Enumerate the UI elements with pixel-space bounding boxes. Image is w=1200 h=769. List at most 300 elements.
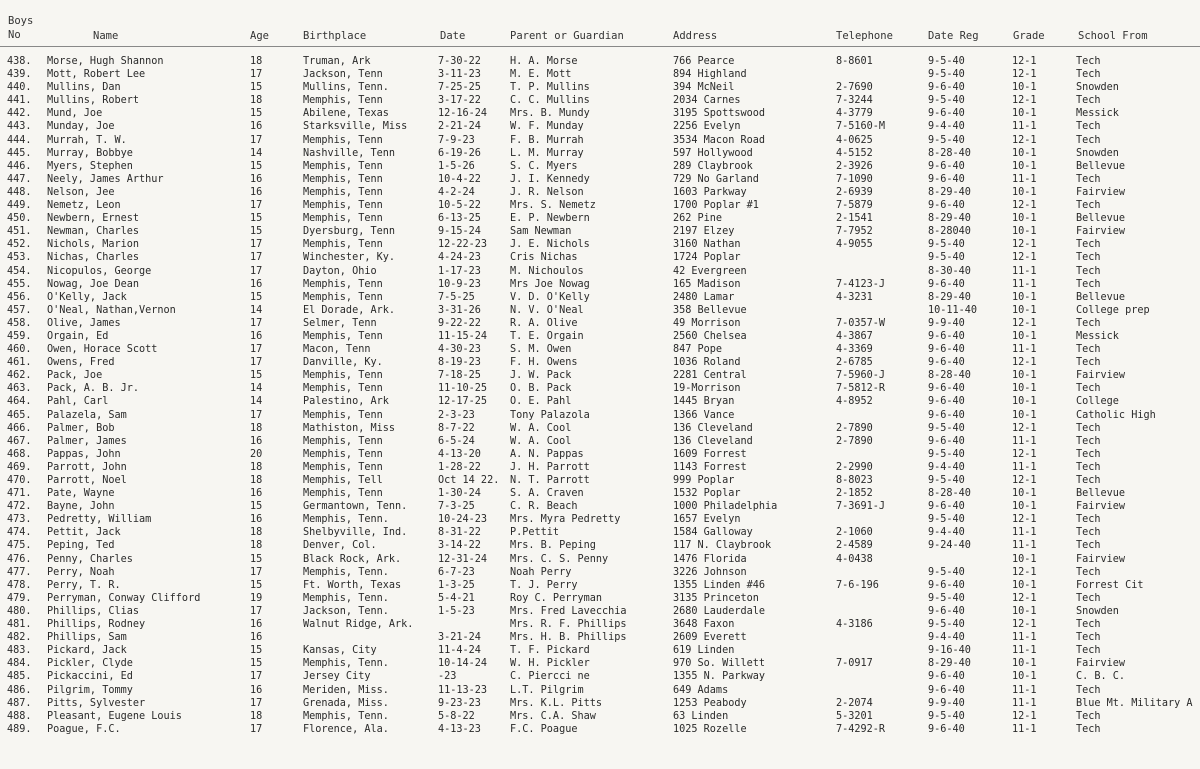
grade-cell: 12-1: [1012, 239, 1037, 251]
student-name-cell: Parrott, John: [47, 461, 127, 473]
age-cell: 15: [250, 160, 263, 172]
table-row: [0, 474, 1200, 487]
parent-guardian-cell: Tony Palazola: [510, 409, 590, 421]
age-cell: 17: [250, 566, 263, 578]
student-name-cell: Newman, Charles: [47, 226, 140, 238]
address-cell: 394 McNeil: [673, 82, 735, 94]
address-cell: 1584 Galloway: [673, 527, 753, 539]
grade-cell: 10-1: [1012, 370, 1037, 382]
parent-guardian-cell: W. A. Cool: [510, 435, 572, 447]
birth-date-cell: 1-5-23: [438, 605, 475, 617]
parent-guardian-cell: Mrs. Fred Lavecchia: [510, 605, 627, 617]
date-registered-cell: 9-9-40: [928, 317, 965, 329]
row-number-cell: 483.: [7, 645, 32, 657]
school-from-cell: Snowden: [1076, 605, 1119, 617]
student-name-cell: Pedretty, William: [47, 514, 152, 526]
date-registered-cell: 9-6-40: [928, 723, 965, 735]
table-row: [0, 382, 1200, 395]
grade-cell: 12-1: [1012, 514, 1037, 526]
grade-cell: 10-1: [1012, 147, 1037, 159]
school-from-cell: Tech: [1076, 684, 1101, 696]
school-from-cell: Tech: [1076, 448, 1101, 460]
grade-cell: 11-1: [1012, 173, 1037, 185]
birthplace-cell: Black Rock, Ark.: [303, 553, 402, 565]
parent-guardian-cell: O. E. Pahl: [510, 396, 572, 408]
grade-cell: 10-1: [1012, 553, 1037, 565]
table-row: [0, 657, 1200, 670]
row-number-cell: 464.: [7, 396, 32, 408]
school-from-cell: Tech: [1076, 383, 1101, 395]
table-row: [0, 710, 1200, 723]
row-number-cell: 442.: [7, 108, 32, 120]
address-cell: 1603 Parkway: [673, 186, 747, 198]
birth-date-cell: 1-28-22: [438, 461, 481, 473]
grade-cell: 12-1: [1012, 422, 1037, 434]
address-cell: 1143 Forrest: [673, 461, 747, 473]
address-cell: 136 Cleveland: [673, 435, 753, 447]
birth-date-cell: 1-3-25: [438, 579, 475, 591]
birthplace-cell: Memphis, Tenn.: [303, 514, 389, 526]
row-number-cell: 480.: [7, 605, 32, 617]
school-from-cell: Bellevue: [1076, 213, 1126, 225]
school-from-cell: Forrest Cit: [1076, 579, 1144, 591]
student-name-cell: Peping, Ted: [47, 540, 115, 552]
table-row: [0, 487, 1200, 500]
parent-guardian-cell: Cris Nichas: [510, 252, 578, 264]
parent-guardian-cell: Mrs. C. S. Penny: [510, 553, 609, 565]
date-registered-cell: 9-4-40: [928, 121, 965, 133]
school-from-cell: Fairview: [1076, 370, 1126, 382]
telephone-cell: 7-5160-M: [836, 121, 886, 133]
birth-date-cell: 5-4-21: [438, 592, 475, 604]
school-from-cell: Tech: [1076, 56, 1101, 67]
birth-date-cell: 10-4-22: [438, 173, 481, 185]
address-cell: 262 Pine: [673, 213, 723, 225]
birthplace-cell: Selmer, Tenn: [303, 317, 377, 329]
birth-date-cell: 1-30-24: [438, 488, 481, 500]
birthplace-cell: Memphis, Tenn.: [303, 592, 389, 604]
row-number-cell: 450.: [7, 213, 32, 225]
student-name-cell: O'Kelly, Jack: [47, 291, 127, 303]
row-number-cell: 445.: [7, 147, 32, 159]
date-registered-cell: 9-5-40: [928, 134, 965, 146]
date-registered-cell: 9-6-40: [928, 409, 965, 421]
parent-guardian-cell: Sam Newman: [510, 226, 572, 238]
table-row: [0, 199, 1200, 212]
birthplace-cell: Memphis, Tenn: [303, 291, 383, 303]
age-cell: 17: [250, 317, 263, 329]
birthplace-cell: Mathiston, Miss: [303, 422, 396, 434]
date-registered-cell: 8-28-40: [928, 147, 971, 159]
birthplace-cell: Memphis, Tenn: [303, 330, 383, 342]
telephone-cell: 2-6939: [836, 186, 873, 198]
age-cell: 16: [250, 632, 263, 644]
telephone-cell: 2-3926: [836, 160, 873, 172]
telephone-cell: 2-2074: [836, 697, 873, 709]
age-cell: 17: [250, 134, 263, 146]
age-cell: 15: [250, 82, 263, 94]
school-from-cell: Messick: [1076, 108, 1119, 120]
table-row: [0, 68, 1200, 81]
birthplace-cell: Memphis, Tell: [303, 475, 383, 486]
age-cell: 16: [250, 514, 263, 526]
school-from-cell: Tech: [1076, 422, 1101, 434]
student-name-cell: Palazela, Sam: [47, 409, 127, 421]
table-row: [0, 225, 1200, 238]
table-row: [0, 448, 1200, 461]
school-from-cell: Tech: [1076, 200, 1101, 212]
birthplace-cell: Memphis, Tenn: [303, 200, 383, 212]
age-cell: 16: [250, 619, 263, 631]
birth-date-cell: 7-18-25: [438, 370, 481, 382]
telephone-cell: 4-8952: [836, 396, 873, 408]
birthplace-cell: Memphis, Tenn: [303, 409, 383, 421]
birth-date-cell: 6-19-26: [438, 147, 481, 159]
student-name-cell: Bayne, John: [47, 501, 115, 513]
age-cell: 17: [250, 344, 263, 356]
row-number-cell: 469.: [7, 461, 32, 473]
birthplace-cell: Memphis, Tenn: [303, 213, 383, 225]
date-registered-cell: 9-5-40: [928, 475, 965, 486]
school-from-cell: Tech: [1076, 592, 1101, 604]
birthplace-cell: Jackson, Tenn: [303, 69, 383, 81]
address-cell: 1532 Poplar: [673, 488, 741, 500]
row-number-cell: 452.: [7, 239, 32, 251]
age-cell: 18: [250, 95, 263, 107]
grade-cell: 12-1: [1012, 134, 1037, 146]
address-cell: 729 No Garland: [673, 173, 759, 185]
header-name: Name: [93, 30, 119, 42]
address-cell: 649 Adams: [673, 684, 729, 696]
birthplace-cell: Jackson, Tenn.: [303, 605, 389, 617]
row-number-cell: 462.: [7, 370, 32, 382]
age-cell: 15: [250, 213, 263, 225]
address-cell: 1355 N. Parkway: [673, 671, 766, 683]
parent-guardian-cell: F. H. Owens: [510, 357, 578, 369]
birth-date-cell: 4-13-23: [438, 723, 481, 735]
table-row: [0, 566, 1200, 579]
school-from-cell: Tech: [1076, 317, 1101, 329]
age-cell: 17: [250, 409, 263, 421]
grade-cell: 12-1: [1012, 56, 1037, 67]
school-from-cell: Fairview: [1076, 553, 1126, 565]
grade-cell: 11-1: [1012, 540, 1037, 552]
student-name-cell: Myers, Stephen: [47, 160, 133, 172]
birthplace-cell: Memphis, Tenn.: [303, 566, 389, 578]
parent-guardian-cell: T. E. Orgain: [510, 330, 584, 342]
parent-guardian-cell: N. T. Parrott: [510, 475, 590, 486]
grade-cell: 10-1: [1012, 409, 1037, 421]
parent-guardian-cell: T. P. Mullins: [510, 82, 590, 94]
grade-cell: 11-1: [1012, 697, 1037, 709]
row-number-cell: 487.: [7, 697, 32, 709]
student-name-cell: Pickaccini, Ed: [47, 671, 133, 683]
telephone-cell: 4-3231: [836, 291, 873, 303]
birth-date-cell: 1-5-26: [438, 160, 475, 172]
student-name-cell: Pickler, Clyde: [47, 658, 133, 670]
age-cell: 18: [250, 475, 263, 486]
age-cell: 15: [250, 658, 263, 670]
age-cell: 17: [250, 200, 263, 212]
row-number-cell: 458.: [7, 317, 32, 329]
school-from-cell: Tech: [1076, 540, 1101, 552]
address-cell: 894 Highland: [673, 69, 747, 81]
telephone-cell: 2-1541: [836, 213, 873, 225]
birthplace-cell: Danville, Ky.: [303, 357, 383, 369]
grade-cell: 12-1: [1012, 448, 1037, 460]
address-cell: 1366 Vance: [673, 409, 735, 421]
address-cell: 19-Morrison: [673, 383, 741, 395]
date-registered-cell: 8-28-40: [928, 370, 971, 382]
address-cell: 1657 Evelyn: [673, 514, 741, 526]
birthplace-cell: Shelbyville, Ind.: [303, 527, 408, 539]
row-number-cell: 451.: [7, 226, 32, 238]
birthplace-cell: Starksville, Miss: [303, 121, 408, 133]
birthplace-cell: Macon, Tenn: [303, 344, 371, 356]
row-number-cell: 449.: [7, 200, 32, 212]
school-from-cell: Snowden: [1076, 82, 1119, 94]
header-address: Address: [673, 30, 718, 42]
date-registered-cell: 9-5-40: [928, 566, 965, 578]
school-from-cell: Bellevue: [1076, 488, 1126, 500]
address-cell: 2256 Evelyn: [673, 121, 741, 133]
birthplace-cell: Nashville, Tenn: [303, 147, 396, 159]
date-registered-cell: 9-5-40: [928, 422, 965, 434]
parent-guardian-cell: L.T. Pilgrim: [510, 684, 584, 696]
parent-guardian-cell: O. B. Pack: [510, 383, 572, 395]
birthplace-cell: Ft. Worth, Texas: [303, 579, 402, 591]
birth-date-cell: 12-17-25: [438, 396, 488, 408]
age-cell: 16: [250, 121, 263, 133]
row-number-cell: 475.: [7, 540, 32, 552]
birthplace-cell: Memphis, Tenn: [303, 278, 383, 290]
telephone-cell: 4-0625: [836, 134, 873, 146]
school-from-cell: Tech: [1076, 173, 1101, 185]
birthplace-cell: Jersey City: [303, 671, 371, 683]
birthplace-cell: Abilene, Texas: [303, 108, 389, 120]
table-row: [0, 343, 1200, 356]
header-date-reg: Date Reg: [928, 30, 979, 42]
telephone-cell: 7-5960-J: [836, 370, 886, 382]
student-name-cell: Newbern, Ernest: [47, 213, 140, 225]
birthplace-cell: Memphis, Tenn: [303, 383, 383, 395]
birthplace-cell: Truman, Ark: [303, 56, 371, 67]
row-number-cell: 438.: [7, 56, 32, 67]
birth-date-cell: 2-3-23: [438, 409, 475, 421]
birthplace-cell: Memphis, Tenn: [303, 448, 383, 460]
age-cell: 20: [250, 448, 263, 460]
address-cell: 597 Hollywood: [673, 147, 753, 159]
grade-cell: 11-1: [1012, 632, 1037, 644]
grade-cell: 12-1: [1012, 357, 1037, 369]
student-name-cell: Olive, James: [47, 317, 121, 329]
birth-date-cell: 6-5-24: [438, 435, 475, 447]
age-cell: 17: [250, 697, 263, 709]
student-name-cell: Morse, Hugh Shannon: [47, 56, 164, 67]
birth-date-cell: 3-14-22: [438, 540, 481, 552]
grade-cell: 10-1: [1012, 501, 1037, 513]
birthplace-cell: Grenada, Miss.: [303, 697, 389, 709]
table-row: [0, 369, 1200, 382]
address-cell: 2680 Lauderdale: [673, 605, 766, 617]
school-from-cell: C. B. C.: [1076, 671, 1126, 683]
birth-date-cell: 3-17-22: [438, 95, 481, 107]
age-cell: 15: [250, 370, 263, 382]
grade-cell: 12-1: [1012, 592, 1037, 604]
student-name-cell: Phillips, Rodney: [47, 619, 146, 631]
telephone-cell: 7-6-196: [836, 579, 879, 591]
parent-guardian-cell: Mrs. H. B. Phillips: [510, 632, 627, 644]
parent-guardian-cell: L. M. Murray: [510, 147, 584, 159]
row-number-cell: 444.: [7, 134, 32, 146]
age-cell: 15: [250, 108, 263, 120]
school-from-cell: Snowden: [1076, 147, 1119, 159]
parent-guardian-cell: Mrs. S. Nemetz: [510, 200, 596, 212]
telephone-cell: 2-7890: [836, 435, 873, 447]
table-row: [0, 500, 1200, 513]
telephone-cell: 7-5812-R: [836, 383, 886, 395]
telephone-cell: 4-0438: [836, 553, 873, 565]
parent-guardian-cell: S. C. Myers: [510, 160, 578, 172]
birth-date-cell: 7-25-25: [438, 82, 481, 94]
student-name-cell: Orgain, Ed: [47, 330, 109, 342]
parent-guardian-cell: V. D. O'Kelly: [510, 291, 590, 303]
birth-date-cell: 2-21-24: [438, 121, 481, 133]
address-cell: 1476 Florida: [673, 553, 747, 565]
grade-cell: 10-1: [1012, 186, 1037, 198]
student-name-cell: Pleasant, Eugene Louis: [47, 710, 182, 722]
row-number-cell: 477.: [7, 566, 32, 578]
age-cell: 18: [250, 56, 263, 67]
student-name-cell: Pilgrim, Tommy: [47, 684, 133, 696]
table-row: [0, 631, 1200, 644]
student-name-cell: Parrott, Noel: [47, 475, 127, 486]
student-name-cell: Murray, Bobbye: [47, 147, 133, 159]
birth-date-cell: 7-30-22: [438, 56, 481, 67]
grade-cell: 10-1: [1012, 579, 1037, 591]
school-from-cell: Tech: [1076, 619, 1101, 631]
row-number-cell: 478.: [7, 579, 32, 591]
birth-date-cell: 6-13-25: [438, 213, 481, 225]
student-name-cell: Nicopulos, George: [47, 265, 152, 277]
table-row: [0, 238, 1200, 251]
age-cell: 17: [250, 252, 263, 264]
age-cell: 18: [250, 710, 263, 722]
header-boys: Boys: [8, 15, 34, 27]
telephone-cell: 4-5152: [836, 147, 873, 159]
grade-cell: 11-1: [1012, 461, 1037, 473]
birth-date-cell: 8-7-22: [438, 422, 475, 434]
parent-guardian-cell: Mrs. K.L. Pitts: [510, 697, 603, 709]
student-name-cell: Nelson, Jee: [47, 186, 115, 198]
birth-date-cell: 9-15-24: [438, 226, 481, 238]
date-registered-cell: 9-6-40: [928, 671, 965, 683]
row-number-cell: 485.: [7, 671, 32, 683]
address-cell: 3135 Princeton: [673, 592, 759, 604]
parent-guardian-cell: C. R. Beach: [510, 501, 578, 513]
date-registered-cell: 9-5-40: [928, 95, 965, 107]
telephone-cell: 7-7952: [836, 226, 873, 238]
birthplace-cell: Meriden, Miss.: [303, 684, 389, 696]
telephone-cell: 7-0357-W: [836, 317, 886, 329]
address-cell: 165 Madison: [673, 278, 741, 290]
birth-date-cell: 4-30-23: [438, 344, 481, 356]
birthplace-cell: Memphis, Tenn: [303, 186, 383, 198]
row-number-cell: 441.: [7, 95, 32, 107]
parent-guardian-cell: S. M. Owen: [510, 344, 572, 356]
date-registered-cell: 9-6-40: [928, 501, 965, 513]
date-registered-cell: 9-6-40: [928, 579, 965, 591]
birthplace-cell: Dayton, Ohio: [303, 265, 377, 277]
school-from-cell: College prep: [1076, 304, 1150, 316]
date-registered-cell: 9-5-40: [928, 69, 965, 81]
parent-guardian-cell: J. W. Pack: [510, 370, 572, 382]
table-row: [0, 395, 1200, 408]
address-cell: 766 Pearce: [673, 56, 735, 67]
grade-cell: 12-1: [1012, 95, 1037, 107]
telephone-cell: 4-3867: [836, 330, 873, 342]
age-cell: 17: [250, 671, 263, 683]
age-cell: 15: [250, 579, 263, 591]
grade-cell: 12-1: [1012, 619, 1037, 631]
date-registered-cell: 9-5-40: [928, 448, 965, 460]
birth-date-cell: 8-19-23: [438, 357, 481, 369]
parent-guardian-cell: Mrs. R. F. Phillips: [510, 619, 627, 631]
age-cell: 15: [250, 291, 263, 303]
grade-cell: 11-1: [1012, 121, 1037, 133]
school-from-cell: Fairview: [1076, 658, 1126, 670]
birth-date-cell: 12-16-24: [438, 108, 488, 120]
date-registered-cell: 8-29-40: [928, 291, 971, 303]
address-cell: 1253 Peabody: [673, 697, 747, 709]
age-cell: 14: [250, 383, 263, 395]
parent-guardian-cell: Mrs. C.A. Shaw: [510, 710, 596, 722]
parent-guardian-cell: C. Piercci ne: [510, 671, 590, 683]
telephone-cell: 7-5879: [836, 200, 873, 212]
student-name-cell: Pate, Wayne: [47, 488, 115, 500]
student-name-cell: Mullins, Robert: [47, 95, 140, 107]
address-cell: 2609 Everett: [673, 632, 747, 644]
parent-guardian-cell: M. E. Mott: [510, 69, 572, 81]
telephone-cell: 2-1060: [836, 527, 873, 539]
telephone-cell: 5-3201: [836, 710, 873, 722]
telephone-cell: 7-4292-R: [836, 723, 886, 735]
address-cell: 49 Morrison: [673, 317, 741, 329]
date-registered-cell: 9-6-40: [928, 435, 965, 447]
row-number-cell: 473.: [7, 514, 32, 526]
birthplace-cell: Denver, Col.: [303, 540, 377, 552]
school-from-cell: Tech: [1076, 566, 1101, 578]
school-from-cell: Tech: [1076, 252, 1101, 264]
date-registered-cell: 9-9-40: [928, 697, 965, 709]
telephone-cell: 4-9055: [836, 239, 873, 251]
telephone-cell: 2-2990: [836, 461, 873, 473]
grade-cell: 10-1: [1012, 488, 1037, 500]
parent-guardian-cell: Mrs. B. Mundy: [510, 108, 590, 120]
school-from-cell: Tech: [1076, 514, 1101, 526]
parent-guardian-cell: Roy C. Perryman: [510, 592, 603, 604]
parent-guardian-cell: E. P. Newbern: [510, 213, 590, 225]
grade-cell: 12-1: [1012, 317, 1037, 329]
birth-date-cell: 8-31-22: [438, 527, 481, 539]
student-name-cell: Pappas, John: [47, 448, 121, 460]
age-cell: 16: [250, 278, 263, 290]
birthplace-cell: Memphis, Tenn: [303, 95, 383, 107]
age-cell: 16: [250, 186, 263, 198]
telephone-cell: 7-3691-J: [836, 501, 886, 513]
date-registered-cell: 8-30-40: [928, 265, 971, 277]
birthplace-cell: Memphis, Tenn: [303, 370, 383, 382]
